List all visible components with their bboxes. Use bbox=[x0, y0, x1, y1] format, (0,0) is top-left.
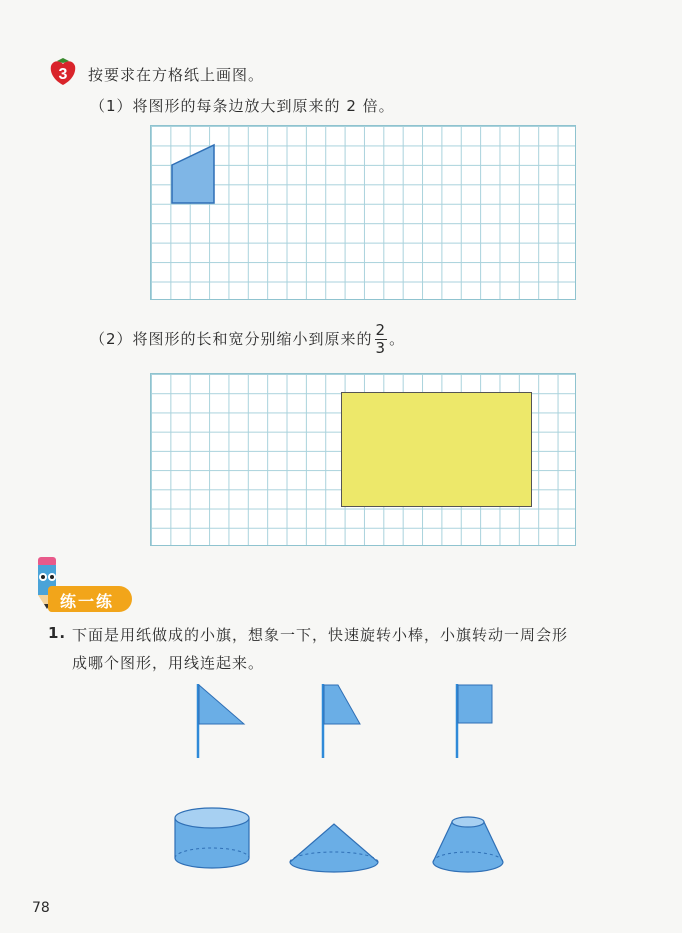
question-number: 1. bbox=[48, 624, 67, 642]
fraction-two-thirds bbox=[375, 323, 388, 356]
square-flag-icon bbox=[454, 684, 496, 758]
practice-banner bbox=[48, 586, 132, 612]
frustum-icon bbox=[430, 814, 506, 876]
trapezoid-flag-icon bbox=[320, 684, 364, 758]
page-number: 78 bbox=[32, 900, 50, 916]
cylinder-icon bbox=[172, 806, 252, 870]
problem-title: 按要求在方格纸上画图。 bbox=[88, 66, 265, 84]
fraction-numerator: 2 bbox=[375, 321, 387, 339]
part2-instruction bbox=[90, 323, 405, 356]
triangle-flag-icon bbox=[195, 684, 247, 758]
part1-instruction: （1）将图形的每条边放大到原来的 2 倍。 bbox=[90, 97, 395, 115]
trapezoid-shape bbox=[170, 143, 218, 207]
fraction-denominator: 3 bbox=[375, 339, 387, 357]
practice-banner-label: 练一练 bbox=[60, 592, 115, 611]
part2-end: 。 bbox=[389, 330, 406, 348]
problem-number: 3 bbox=[58, 66, 68, 83]
question-text-line2: 成哪个图形，用线连起来。 bbox=[72, 654, 265, 672]
cone-icon bbox=[287, 822, 381, 874]
yellow-rectangle bbox=[341, 392, 532, 507]
question-text-line1: 下面是用纸做成的小旗，想象一下，快速旋转小棒，小旗转动一周会形 bbox=[72, 626, 569, 644]
problem-number-badge bbox=[48, 57, 78, 87]
part2-text: （2）将图形的长和宽分别缩小到原来的 bbox=[90, 330, 373, 348]
